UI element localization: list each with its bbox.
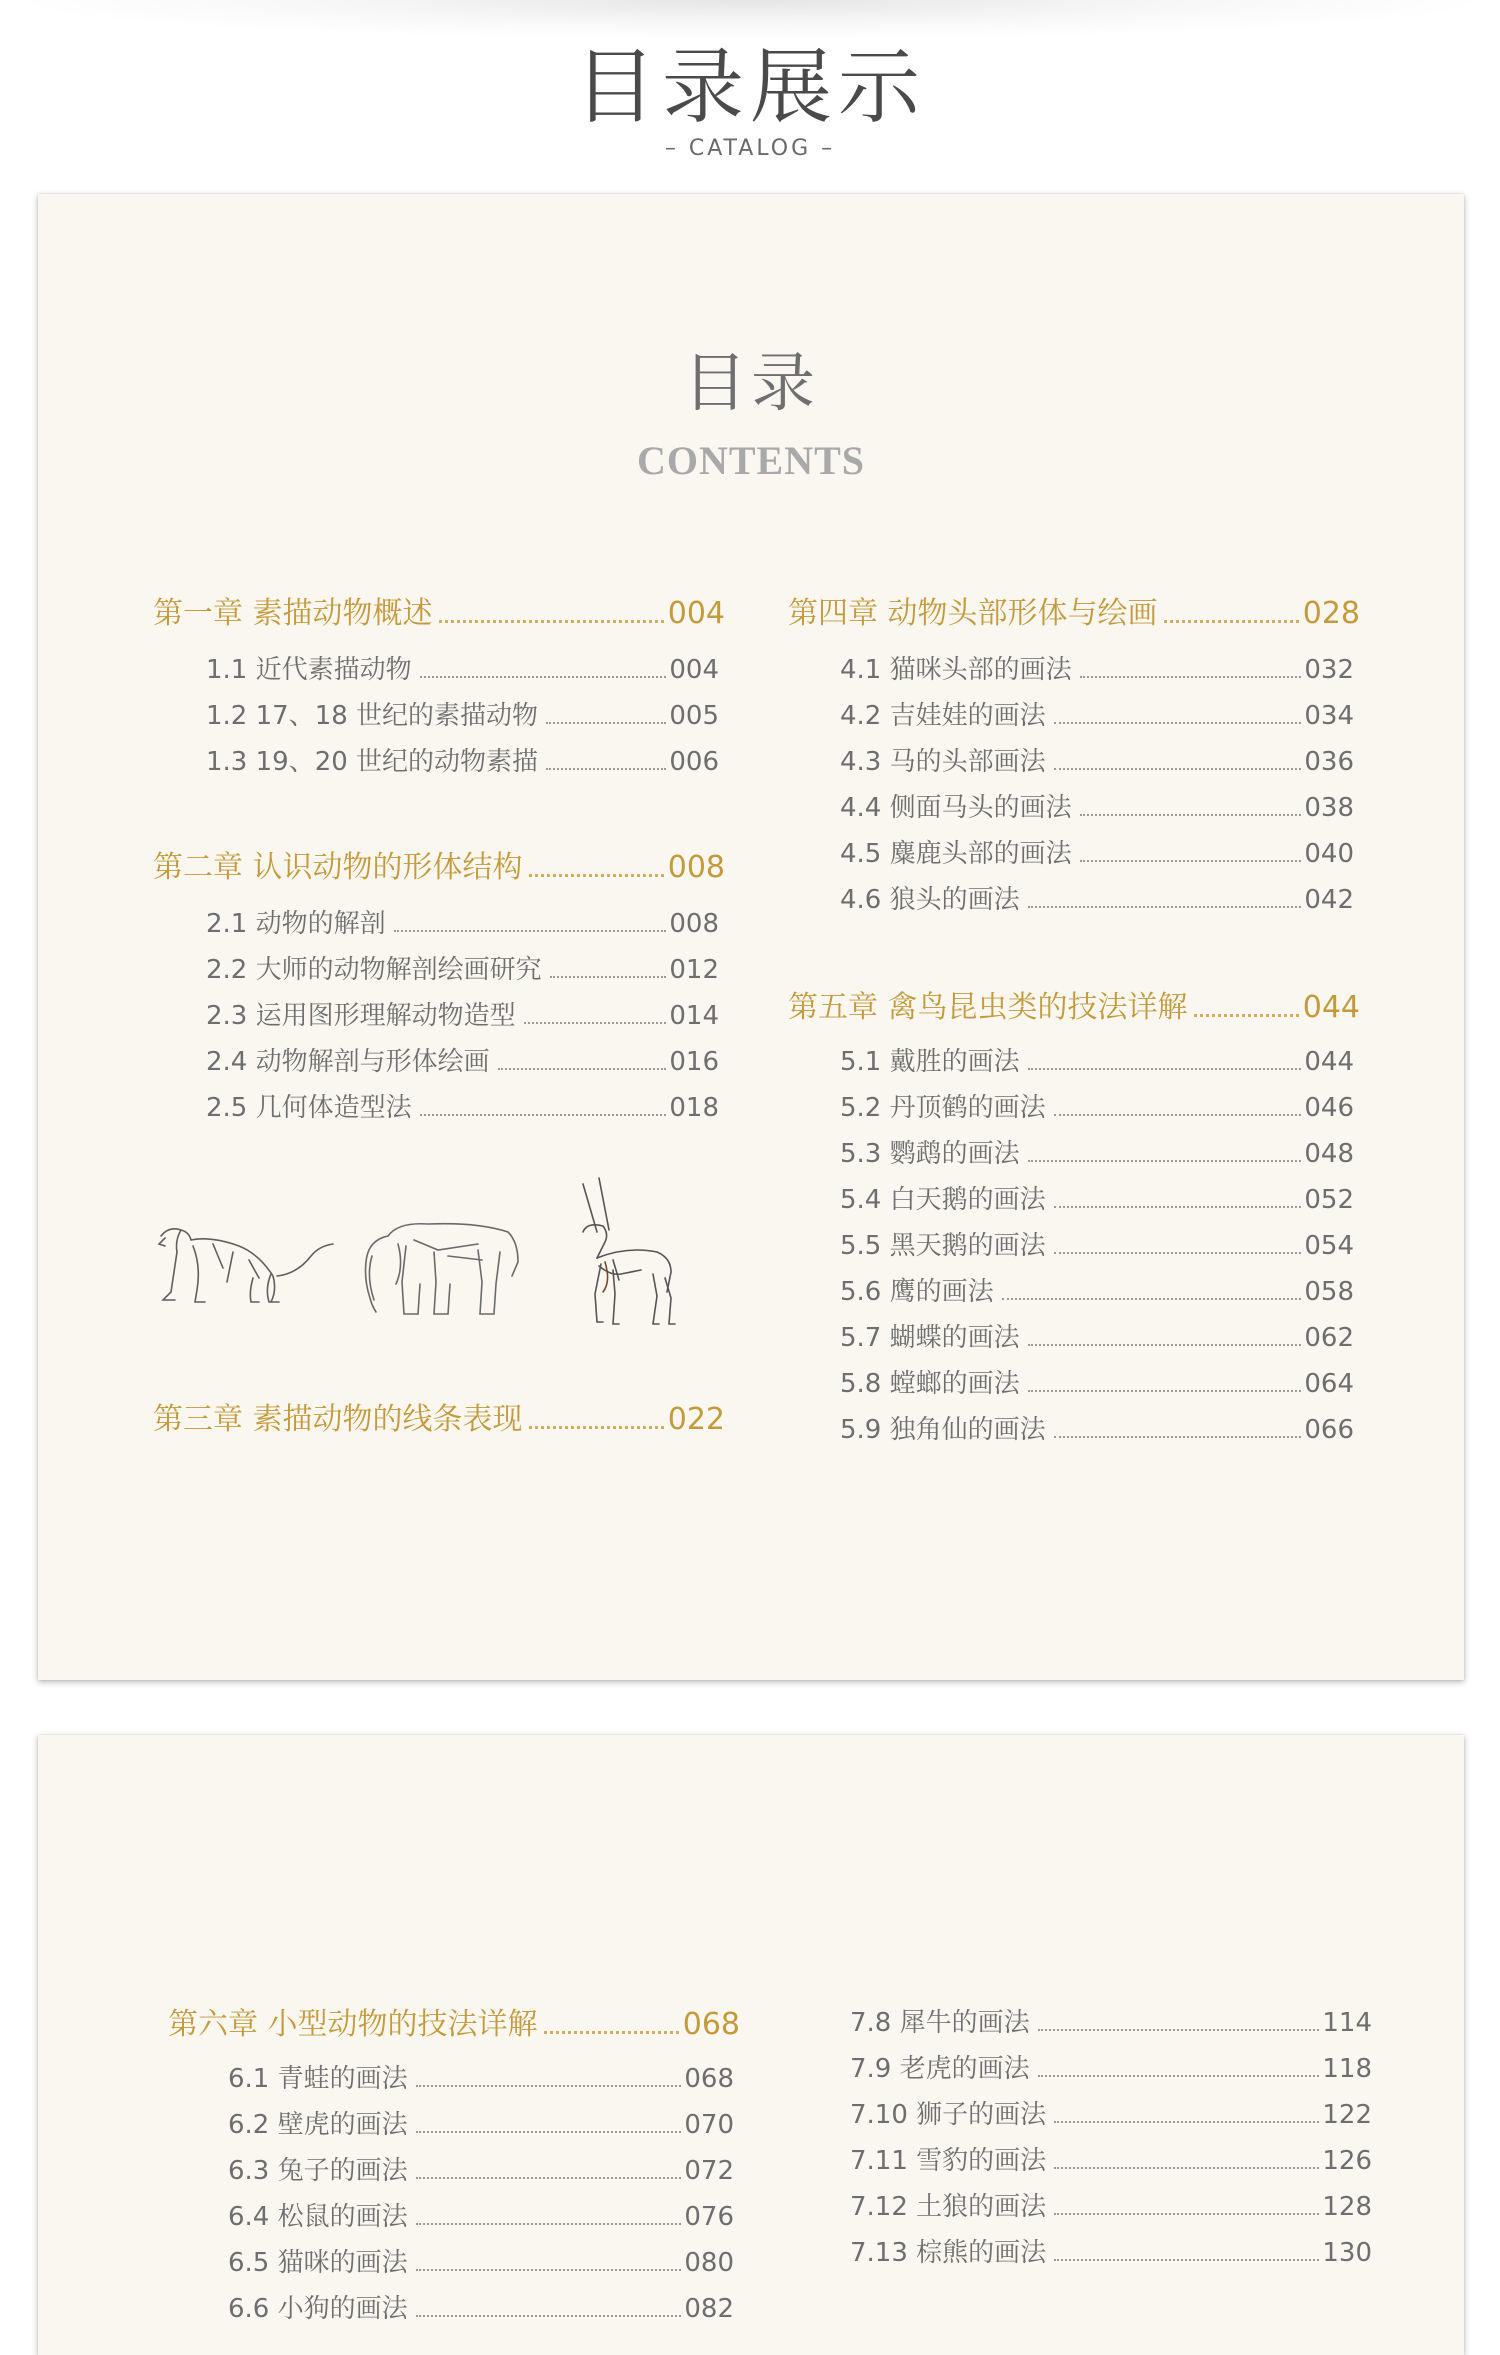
leader-dots (1194, 1014, 1299, 1017)
chapter-entry (168, 2005, 740, 2045)
section-title: 2.5 几何体造型法 (206, 1093, 412, 1123)
section-entry (206, 1090, 719, 1126)
section-title: 7.13 棕熊的画法 (850, 2238, 1047, 2268)
section-title: 5.4 白天鹅的画法 (840, 1185, 1046, 1215)
chapter-entry (153, 1400, 725, 1440)
section-page: 038 (1304, 793, 1354, 823)
page-subtitle: – CATALOG – (664, 136, 836, 161)
toc-column-right (788, 594, 1360, 1654)
section-page: 046 (1304, 1093, 1354, 1123)
section-entry (840, 1228, 1354, 1264)
leader-dots (1054, 1114, 1302, 1116)
section-entry (840, 790, 1354, 826)
section-entry (840, 1320, 1354, 1356)
section-entry (228, 2245, 734, 2281)
section-entry (228, 2061, 734, 2097)
section-entry (206, 698, 719, 734)
section-entry (850, 2143, 1372, 2179)
section-title: 6.3 兔子的画法 (228, 2156, 408, 2186)
section-entry (850, 2235, 1372, 2271)
section-entry (840, 1274, 1354, 1310)
section-title: 5.7 蝴蝶的画法 (840, 1323, 1020, 1353)
section-page: 072 (684, 2156, 734, 2186)
chapter-page: 044 (1302, 990, 1360, 1025)
leader-dots (498, 1068, 667, 1070)
section-page: 114 (1322, 2008, 1372, 2038)
section-entry (840, 744, 1354, 780)
leader-dots (550, 976, 667, 978)
section-title: 4.5 麋鹿头部的画法 (840, 839, 1072, 869)
leader-dots (394, 930, 667, 932)
section-entry (850, 2097, 1372, 2133)
section-page: 076 (684, 2202, 734, 2232)
section-page: 062 (1304, 1323, 1354, 1353)
section-entry (840, 1182, 1354, 1218)
section-title: 1.3 19、20 世纪的动物素描 (206, 747, 539, 777)
leader-dots (1054, 2259, 1319, 2261)
section-title: 7.12 土狼的画法 (850, 2192, 1047, 2222)
section-page: 066 (1304, 1415, 1354, 1445)
leader-dots (416, 2223, 682, 2225)
section-page: 012 (669, 955, 719, 985)
section-entry (228, 2107, 734, 2143)
leader-dots (420, 1114, 667, 1116)
section-entry (840, 1044, 1354, 1080)
section-title: 2.1 动物的解剖 (206, 909, 386, 939)
leader-dots (1054, 768, 1302, 770)
leader-dots (1080, 814, 1302, 816)
antelope-sketch (553, 1174, 703, 1329)
section-page: 064 (1304, 1369, 1354, 1399)
section-title: 2.4 动物解剖与形体绘画 (206, 1047, 490, 1077)
section-entry (840, 882, 1354, 918)
leader-dots (1038, 2075, 1320, 2077)
chapter-page: 004 (667, 596, 725, 631)
section-page: 032 (1304, 655, 1354, 685)
section-entry (206, 744, 719, 780)
section-page: 042 (1304, 885, 1354, 915)
leader-dots (1054, 2121, 1319, 2123)
chapter-entry (788, 988, 1360, 1028)
section-entry (840, 836, 1354, 872)
section-page: 070 (684, 2110, 734, 2140)
leader-dots (416, 2269, 682, 2271)
leader-dots (420, 676, 667, 678)
section-page: 058 (1304, 1277, 1354, 1307)
section-entry (840, 1090, 1354, 1126)
section-page: 040 (1304, 839, 1354, 869)
leader-dots (524, 1022, 667, 1024)
section-title: 6.6 小狗的画法 (228, 2294, 408, 2324)
leader-dots (1054, 1206, 1302, 1208)
section-title: 7.8 犀牛的画法 (850, 2008, 1030, 2038)
section-page: 006 (669, 747, 719, 777)
section-title: 2.3 运用图形理解动物造型 (206, 1001, 516, 1031)
section-page: 128 (1322, 2192, 1372, 2222)
chapter-title: 第二章 认识动物的形体结构 (153, 850, 523, 885)
section-title: 5.9 独角仙的画法 (840, 1415, 1046, 1445)
chapter-title: 第六章 小型动物的技法详解 (168, 2007, 538, 2042)
section-page: 014 (669, 1001, 719, 1031)
section-page: 068 (684, 2064, 734, 2094)
section-title: 4.3 马的头部画法 (840, 747, 1046, 777)
chapter-title: 第五章 禽鸟昆虫类的技法详解 (788, 990, 1188, 1025)
top-shadow (0, 0, 1500, 40)
leader-dots (439, 620, 664, 623)
leader-dots (1054, 722, 1302, 724)
section-title: 5.8 螳螂的画法 (840, 1369, 1020, 1399)
section-title: 1.1 近代素描动物 (206, 655, 412, 685)
section-title: 5.3 鹦鹉的画法 (840, 1139, 1020, 1169)
section-page: 048 (1304, 1139, 1354, 1169)
section-entry (840, 698, 1354, 734)
section-page: 118 (1322, 2054, 1372, 2084)
section-title: 2.2 大师的动物解剖绘画研究 (206, 955, 542, 985)
section-entry (850, 2189, 1372, 2225)
section-page: 054 (1304, 1231, 1354, 1261)
chapter-title: 第四章 动物头部形体与绘画 (788, 596, 1158, 631)
section-title: 7.10 狮子的画法 (850, 2100, 1047, 2130)
leader-dots (1080, 676, 1302, 678)
section-title: 6.4 松鼠的画法 (228, 2202, 408, 2232)
section-page: 004 (669, 655, 719, 685)
chapter-entry (153, 594, 725, 634)
section-entry (206, 1044, 719, 1080)
section-title: 5.1 戴胜的画法 (840, 1047, 1020, 1077)
leader-dots (1028, 1160, 1302, 1162)
section-title: 6.2 壁虎的画法 (228, 2110, 408, 2140)
section-entry (840, 652, 1354, 688)
section-entry (850, 2005, 1372, 2041)
leader-dots (1028, 1344, 1302, 1346)
section-entry (228, 2153, 734, 2189)
section-page: 018 (669, 1093, 719, 1123)
section-title: 6.5 猫咪的画法 (228, 2248, 408, 2278)
catalog-page-2 (38, 1735, 1464, 2355)
section-title: 4.2 吉娃娃的画法 (840, 701, 1046, 731)
toc-column-right (850, 2005, 1372, 2345)
leader-dots (1164, 620, 1299, 623)
toc-title: 目录 (683, 347, 819, 421)
leader-dots (1002, 1298, 1302, 1300)
section-entry (840, 1136, 1354, 1172)
leader-dots (1054, 2213, 1319, 2215)
chapter-title: 第三章 素描动物的线条表现 (153, 1402, 523, 1437)
section-page: 126 (1322, 2146, 1372, 2176)
section-page: 052 (1304, 1185, 1354, 1215)
leader-dots (1028, 1390, 1302, 1392)
leader-dots (1028, 1068, 1302, 1070)
section-title: 5.2 丹顶鹤的画法 (840, 1093, 1046, 1123)
section-entry (206, 998, 719, 1034)
leader-dots (416, 2085, 682, 2087)
section-title: 7.9 老虎的画法 (850, 2054, 1030, 2084)
page-title: 目录展示 (573, 40, 926, 135)
chapter-page: 008 (667, 850, 725, 885)
section-entry (206, 906, 719, 942)
leader-dots (416, 2177, 682, 2179)
chapter-page: 028 (1302, 596, 1360, 631)
chapter-entry (153, 848, 725, 888)
section-entry (206, 652, 719, 688)
leader-dots (544, 2031, 679, 2034)
section-title: 1.2 17、18 世纪的素描动物 (206, 701, 539, 731)
section-title: 5.6 鹰的画法 (840, 1277, 994, 1307)
leader-dots (1054, 1252, 1302, 1254)
section-page: 082 (684, 2294, 734, 2324)
section-title: 7.11 雪豹的画法 (850, 2146, 1047, 2176)
section-entry (840, 1412, 1354, 1448)
chapter-title: 第一章 素描动物概述 (153, 596, 433, 631)
section-title: 4.6 狼头的画法 (840, 885, 1020, 915)
section-title: 4.1 猫咪头部的画法 (840, 655, 1072, 685)
section-entry (840, 1366, 1354, 1402)
toc-subtitle: CONTENTS (636, 438, 866, 483)
section-entry (850, 2051, 1372, 2087)
section-page: 122 (1322, 2100, 1372, 2130)
leader-dots (416, 2315, 682, 2317)
catalog-page-1 (38, 194, 1464, 1680)
section-page: 008 (669, 909, 719, 939)
cheetah-sketch (153, 1216, 338, 1316)
leader-dots (1028, 906, 1302, 908)
leader-dots (416, 2131, 682, 2133)
elephant-sketch (358, 1216, 533, 1321)
section-page: 016 (669, 1047, 719, 1077)
toc-column-left (153, 594, 725, 1654)
section-page: 036 (1304, 747, 1354, 777)
section-page: 005 (669, 701, 719, 731)
leader-dots (529, 874, 664, 877)
section-page: 044 (1304, 1047, 1354, 1077)
leader-dots (529, 1426, 664, 1429)
leader-dots (546, 722, 666, 724)
section-title: 6.1 青蛙的画法 (228, 2064, 408, 2094)
section-page: 034 (1304, 701, 1354, 731)
chapter-page: 022 (667, 1402, 725, 1437)
chapter-page: 068 (682, 2007, 740, 2042)
leader-dots (546, 768, 666, 770)
leader-dots (1038, 2029, 1320, 2031)
chapter-entry (788, 594, 1360, 634)
leader-dots (1080, 860, 1302, 862)
section-title: 4.4 侧面马头的画法 (840, 793, 1072, 823)
section-entry (206, 952, 719, 988)
section-title: 5.5 黑天鹅的画法 (840, 1231, 1046, 1261)
section-page: 080 (684, 2248, 734, 2278)
section-page: 130 (1322, 2238, 1372, 2268)
leader-dots (1054, 2167, 1319, 2169)
leader-dots (1054, 1436, 1302, 1438)
toc-column-left (168, 2005, 740, 2345)
section-entry (228, 2199, 734, 2235)
